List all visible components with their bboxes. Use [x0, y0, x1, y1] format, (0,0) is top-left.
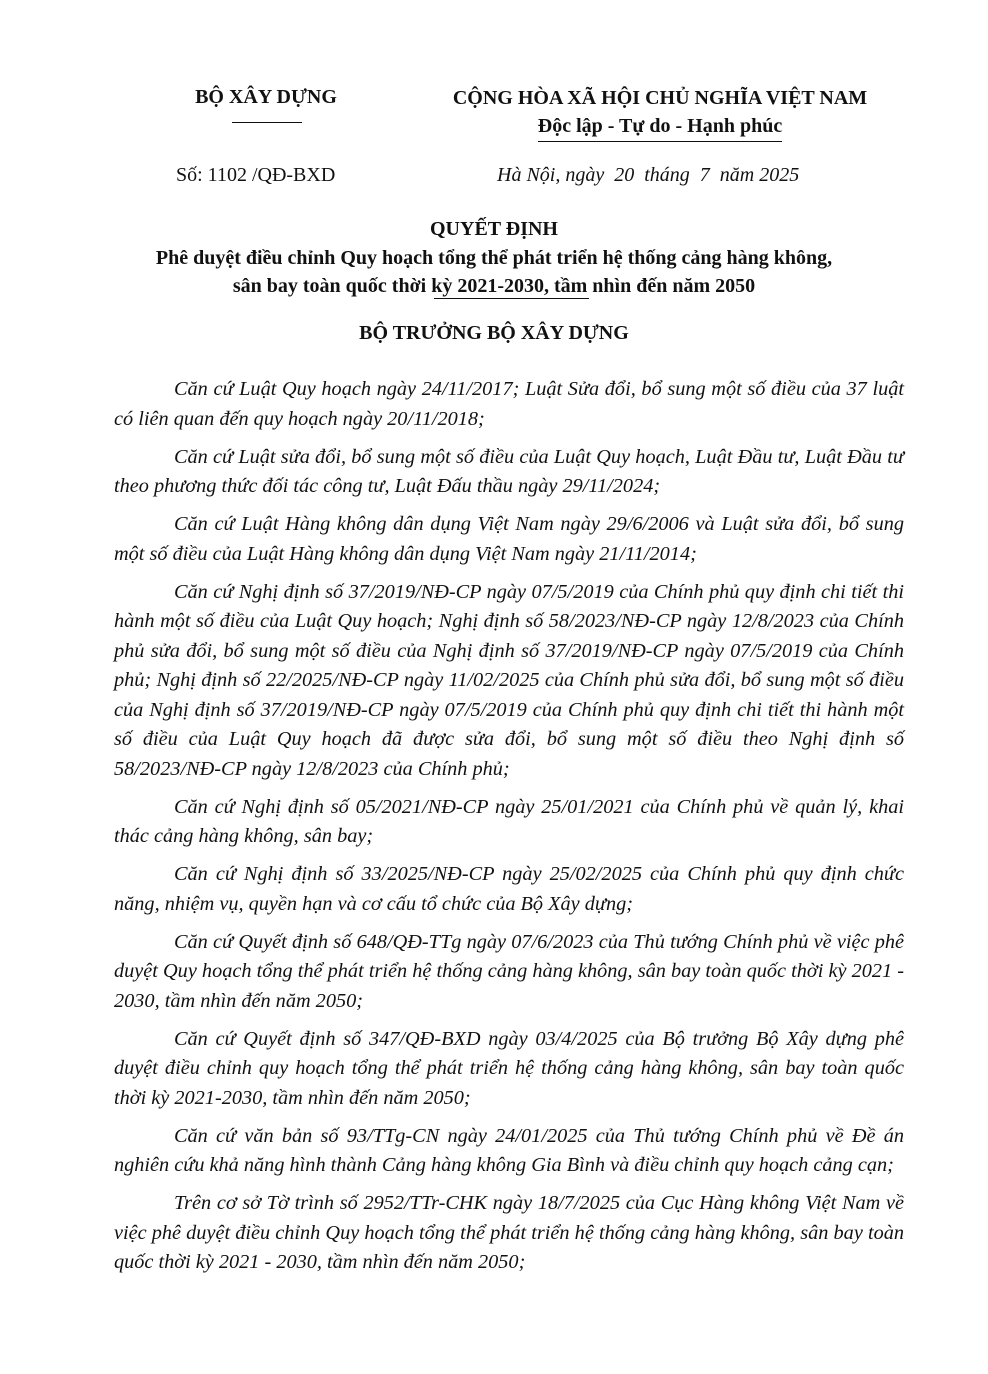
national-header [420, 84, 900, 142]
legal-basis-paragraph: Căn cứ Nghị định số 33/2025/NĐ-CP ngày 25/02/2025 của Chính phủ quy định chức năng, nhiệm vụ, quyền hạn và cơ cấu tổ chức của Bộ Xây dựng; [114, 863, 904, 915]
country-name: CỘNG HÒA XÃ HỘI CHỦ NGHĨA VIỆT NAM [452, 87, 868, 109]
document-number: Số: 1102 /QĐ-BXD [176, 164, 336, 186]
document-date: Hà Nội, ngày 20 tháng 7 năm 2025 [497, 164, 800, 186]
national-motto: Độc lập - Tự do - Hạnh phúc [538, 112, 782, 142]
legal-basis-paragraph: Căn cứ Luật Quy hoạch ngày 24/11/2017; Luật Sửa đổi, bổ sung một số điều của 37 luật có liên quan đến quy hoạch ngày 20/11/2018; [114, 378, 904, 430]
legal-basis-paragraph: Căn cứ Quyết định số 648/QĐ-TTg ngày 07/6/2023 của Thủ tướng Chính phủ về việc phê duyệt Quy hoạch tổng thể phát triển hệ thống cảng hàng không, sân bay toàn quốc thời kỳ 2021 - 2030, tầm nhìn đến năm 2050; [114, 930, 904, 1012]
document-subject-line-1: Phê duyệt điều chỉnh Quy hoạch tổng thể phát triển hệ thống cảng hàng không, [155, 247, 833, 269]
agency-name: BỘ XÂY DỰNG [195, 86, 337, 108]
title-underline [434, 298, 589, 299]
document-subject-line-2: sân bay toàn quốc thời kỳ 2021-2030, tầm nhìn đến năm 2050 [232, 275, 756, 297]
legal-basis-paragraph: Trên cơ sở Tờ trình số 2952/TTr-CHK ngày 18/7/2025 của Cục Hàng không Việt Nam về việc phê duyệt điều chỉnh Quy hoạch tổng thể phát triển hệ thống cảng hàng không, sân bay toàn quốc thời kỳ 2021 - 2030, tầm nhìn đến năm 2050; [114, 1192, 904, 1273]
issuing-authority: BỘ TRƯỞNG BỘ XÂY DỰNG [359, 322, 629, 344]
legal-basis-paragraph: Căn cứ Nghị định số 37/2019/NĐ-CP ngày 07/5/2019 của Chính phủ quy định chi tiết thi hành một số điều của Luật Quy hoạch; Nghị định số 58/2023/NĐ-CP ngày 12/8/2023 của Chính phủ sửa đổi, bổ sung một số điều của Nghị định số 37/2019/NĐ-CP ngày 07/5/2019 của Chính phủ; Nghị định số 22/2025/NĐ-CP ngày 11/02/2025 của Chính phủ sửa đổi, bổ sung một số điều của Nghị định số 37/2019/NĐ-CP ngày 07/5/2019 của Chính phủ quy định chi tiết thi hành một số điều của Luật Quy hoạch đã được sửa đổi, bổ sung một số điều theo Nghị định số 58/2023/NĐ-CP ngày 12/8/2023 của Chính phủ; [114, 580, 904, 780]
document-title [100, 214, 888, 300]
document-body [114, 375, 904, 1286]
legal-basis-paragraph: Căn cứ văn bản số 93/TTg-CN ngày 24/01/2025 của Thủ tướng Chính phủ về Đề án nghiên cứu khả năng hình thành Cảng hàng không Gia Bình và điều chỉnh quy hoạch cảng cạn; [114, 1124, 904, 1176]
agency-underline [232, 122, 302, 123]
legal-basis-paragraph: Căn cứ Nghị định số 05/2021/NĐ-CP ngày 25/01/2021 của Chính phủ về quản lý, khai thác cảng hàng không, sân bay; [114, 795, 904, 847]
legal-basis-paragraph: Căn cứ Luật sửa đổi, bổ sung một số điều của Luật Quy hoạch, Luật Đầu tư, Luật Đầu tư theo phương thức đối tác công tư, Luật Đấu thầu ngày 29/11/2024; [114, 445, 904, 497]
legal-basis-paragraph: Căn cứ Quyết định số 347/QĐ-BXD ngày 03/4/2025 của Bộ trưởng Bộ Xây dựng phê duyệt điều chỉnh quy hoạch tổng thể phát triển hệ thống cảng hàng không, sân bay toàn quốc thời kỳ 2021-2030, tầm nhìn đến năm 2050; [114, 1027, 904, 1109]
legal-basis-paragraph: Căn cứ Luật Hàng không dân dụng Việt Nam ngày 29/6/2006 và Luật sửa đổi, bổ sung một số điều của Luật Hàng không dân dụng Việt Nam ngày 21/11/2014; [114, 513, 904, 565]
document-type: QUYẾT ĐỊNH [430, 218, 558, 240]
